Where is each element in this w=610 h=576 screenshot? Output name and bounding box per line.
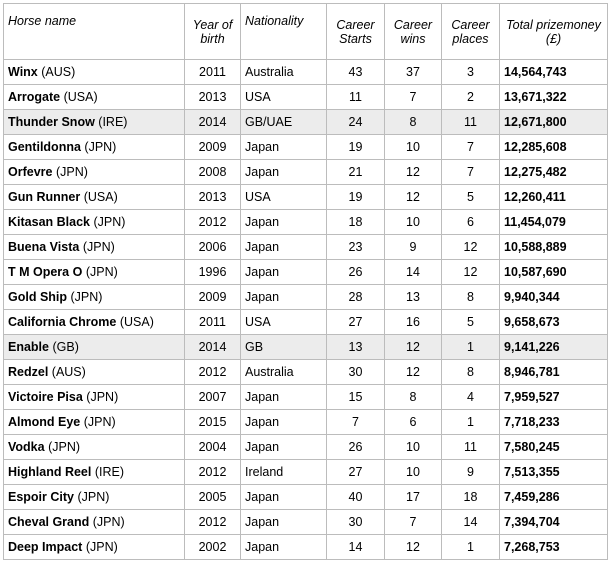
- year-of-birth-cell: 2012: [185, 460, 241, 485]
- table-header-row: [4, 4, 608, 60]
- horse-origin: (AUS): [41, 65, 76, 79]
- horse-name: Arrogate: [8, 90, 61, 104]
- nationality-cell: Japan: [241, 535, 327, 560]
- table-row: [4, 60, 608, 85]
- horse-name: Gentildonna: [8, 140, 81, 154]
- total-prizemoney-cell: 9,141,226: [500, 335, 608, 360]
- horse-name-cell: [4, 385, 185, 410]
- horse-name-cell: [4, 360, 185, 385]
- horse-origin: (JPN): [55, 165, 88, 179]
- nationality-cell: Japan: [241, 285, 327, 310]
- career-starts-cell: 7: [327, 410, 385, 435]
- horse-origin: (JPN): [77, 490, 110, 504]
- career-places-cell: 11: [442, 435, 500, 460]
- year-of-birth-cell: 2005: [185, 485, 241, 510]
- year-of-birth-cell: 2006: [185, 235, 241, 260]
- horse-origin: (JPN): [85, 540, 118, 554]
- nationality-cell: Japan: [241, 260, 327, 285]
- horse-origin: (JPN): [83, 415, 116, 429]
- nationality-cell: Japan: [241, 485, 327, 510]
- table-row: [4, 460, 608, 485]
- career-places-cell: 9: [442, 460, 500, 485]
- horse-name: Buena Vista: [8, 240, 80, 254]
- total-prizemoney-cell: 14,564,743: [500, 60, 608, 85]
- horse-origin: (JPN): [85, 265, 118, 279]
- career-wins-cell: 9: [385, 235, 442, 260]
- table-row: [4, 260, 608, 285]
- career-starts-cell: 26: [327, 435, 385, 460]
- career-starts-cell: 27: [327, 310, 385, 335]
- nationality-cell: GB: [241, 335, 327, 360]
- table-row: [4, 285, 608, 310]
- horse-name: Gold Ship: [8, 290, 68, 304]
- nationality-cell: USA: [241, 85, 327, 110]
- total-prizemoney-cell: 12,260,411: [500, 185, 608, 210]
- horse-origin: (JPN): [48, 440, 81, 454]
- career-starts-cell: 19: [327, 185, 385, 210]
- table-row: [4, 410, 608, 435]
- table-row: [4, 510, 608, 535]
- horse-name-cell: [4, 460, 185, 485]
- career-places-cell: 5: [442, 310, 500, 335]
- year-of-birth-cell: 2009: [185, 135, 241, 160]
- career-starts-cell: 40: [327, 485, 385, 510]
- year-of-birth-cell: 2014: [185, 110, 241, 135]
- total-prizemoney-cell: 7,959,527: [500, 385, 608, 410]
- horse-name-cell: [4, 510, 185, 535]
- career-wins-cell: 14: [385, 260, 442, 285]
- year-of-birth-cell: 2002: [185, 535, 241, 560]
- career-places-cell: 4: [442, 385, 500, 410]
- career-starts-cell: 21: [327, 160, 385, 185]
- year-of-birth-cell: 1996: [185, 260, 241, 285]
- career-wins-cell: 13: [385, 285, 442, 310]
- total-prizemoney-cell: 7,268,753: [500, 535, 608, 560]
- career-places-cell: 8: [442, 360, 500, 385]
- career-wins-cell: 12: [385, 535, 442, 560]
- horse-name-cell: [4, 485, 185, 510]
- table-row: [4, 385, 608, 410]
- horse-name-cell: [4, 85, 185, 110]
- horse-name-cell: [4, 410, 185, 435]
- nationality-cell: Ireland: [241, 460, 327, 485]
- career-starts-cell: 23: [327, 235, 385, 260]
- career-places-cell: 3: [442, 60, 500, 85]
- nationality-cell: Japan: [241, 135, 327, 160]
- total-prizemoney-cell: 7,718,233: [500, 410, 608, 435]
- year-of-birth-cell: 2011: [185, 60, 241, 85]
- table-row: [4, 310, 608, 335]
- horse-origin: (IRE): [94, 465, 124, 479]
- nationality-cell: Australia: [241, 60, 327, 85]
- header-career-wins: Career wins: [385, 4, 442, 60]
- horse-name: Almond Eye: [8, 415, 81, 429]
- horse-origin: (JPN): [84, 140, 117, 154]
- prizemoney-table: [3, 3, 608, 560]
- nationality-cell: Australia: [241, 360, 327, 385]
- table-body: [4, 60, 608, 560]
- horse-name: Thunder Snow: [8, 115, 95, 129]
- horse-name-cell: [4, 310, 185, 335]
- header-career-starts: Career Starts: [327, 4, 385, 60]
- career-places-cell: 7: [442, 135, 500, 160]
- career-wins-cell: 6: [385, 410, 442, 435]
- career-wins-cell: 17: [385, 485, 442, 510]
- year-of-birth-cell: 2012: [185, 510, 241, 535]
- horse-name: Vodka: [8, 440, 45, 454]
- horse-name-cell: [4, 135, 185, 160]
- career-places-cell: 1: [442, 410, 500, 435]
- horse-name-cell: [4, 435, 185, 460]
- table-row: [4, 85, 608, 110]
- horse-name: Redzel: [8, 365, 49, 379]
- table-row: [4, 485, 608, 510]
- horse-origin: (USA): [83, 190, 118, 204]
- career-starts-cell: 30: [327, 510, 385, 535]
- nationality-cell: Japan: [241, 210, 327, 235]
- career-wins-cell: 10: [385, 460, 442, 485]
- table-row: [4, 110, 608, 135]
- total-prizemoney-cell: 12,285,608: [500, 135, 608, 160]
- career-starts-cell: 11: [327, 85, 385, 110]
- total-prizemoney-cell: 7,513,355: [500, 460, 608, 485]
- career-places-cell: 12: [442, 235, 500, 260]
- horse-name: Gun Runner: [8, 190, 81, 204]
- career-places-cell: 11: [442, 110, 500, 135]
- total-prizemoney-cell: 11,454,079: [500, 210, 608, 235]
- header-total-prizemoney: Total prizemoney (£): [500, 4, 608, 60]
- nationality-cell: Japan: [241, 510, 327, 535]
- horse-origin: (AUS): [51, 365, 86, 379]
- career-wins-cell: 37: [385, 60, 442, 85]
- prizemoney-table-container: [3, 3, 608, 560]
- year-of-birth-cell: 2012: [185, 360, 241, 385]
- nationality-cell: USA: [241, 185, 327, 210]
- horse-name: Espoir City: [8, 490, 74, 504]
- career-places-cell: 7: [442, 160, 500, 185]
- horse-name-cell: [4, 235, 185, 260]
- career-places-cell: 18: [442, 485, 500, 510]
- horse-origin: (USA): [119, 315, 154, 329]
- career-wins-cell: 10: [385, 435, 442, 460]
- year-of-birth-cell: 2004: [185, 435, 241, 460]
- horse-name: Enable: [8, 340, 49, 354]
- nationality-cell: USA: [241, 310, 327, 335]
- total-prizemoney-cell: 7,580,245: [500, 435, 608, 460]
- horse-origin: (JPN): [86, 390, 119, 404]
- horse-name-cell: [4, 160, 185, 185]
- horse-name: T M Opera O: [8, 265, 83, 279]
- career-wins-cell: 10: [385, 210, 442, 235]
- nationality-cell: Japan: [241, 235, 327, 260]
- horse-name: Orfevre: [8, 165, 53, 179]
- nationality-cell: Japan: [241, 385, 327, 410]
- horse-origin: (GB): [52, 340, 79, 354]
- horse-name-cell: [4, 335, 185, 360]
- career-wins-cell: 8: [385, 385, 442, 410]
- career-wins-cell: 12: [385, 335, 442, 360]
- career-places-cell: 14: [442, 510, 500, 535]
- year-of-birth-cell: 2013: [185, 85, 241, 110]
- header-nationality: Nationality: [241, 4, 327, 60]
- horse-origin: (JPN): [92, 515, 125, 529]
- career-places-cell: 6: [442, 210, 500, 235]
- career-wins-cell: 10: [385, 135, 442, 160]
- horse-name: Kitasan Black: [8, 215, 90, 229]
- year-of-birth-cell: 2008: [185, 160, 241, 185]
- career-wins-cell: 7: [385, 510, 442, 535]
- year-of-birth-cell: 2007: [185, 385, 241, 410]
- total-prizemoney-cell: 10,588,889: [500, 235, 608, 260]
- table-row: [4, 185, 608, 210]
- total-prizemoney-cell: 8,946,781: [500, 360, 608, 385]
- table-row: [4, 335, 608, 360]
- horse-origin: (JPN): [82, 240, 115, 254]
- horse-name-cell: [4, 285, 185, 310]
- total-prizemoney-cell: 7,394,704: [500, 510, 608, 535]
- header-year-of-birth: Year of birth: [185, 4, 241, 60]
- career-wins-cell: 16: [385, 310, 442, 335]
- horse-name: Highland Reel: [8, 465, 92, 479]
- total-prizemoney-cell: 12,671,800: [500, 110, 608, 135]
- career-wins-cell: 12: [385, 360, 442, 385]
- career-wins-cell: 12: [385, 185, 442, 210]
- career-places-cell: 8: [442, 285, 500, 310]
- career-starts-cell: 24: [327, 110, 385, 135]
- horse-name: Winx: [8, 65, 38, 79]
- total-prizemoney-cell: 13,671,322: [500, 85, 608, 110]
- career-wins-cell: 12: [385, 160, 442, 185]
- career-starts-cell: 28: [327, 285, 385, 310]
- table-row: [4, 435, 608, 460]
- career-starts-cell: 43: [327, 60, 385, 85]
- total-prizemoney-cell: 9,940,344: [500, 285, 608, 310]
- table-row: [4, 135, 608, 160]
- table-row: [4, 360, 608, 385]
- table-row: [4, 235, 608, 260]
- nationality-cell: Japan: [241, 160, 327, 185]
- horse-name: Deep Impact: [8, 540, 83, 554]
- year-of-birth-cell: 2014: [185, 335, 241, 360]
- horse-name-cell: [4, 185, 185, 210]
- horse-name-cell: [4, 210, 185, 235]
- career-wins-cell: 8: [385, 110, 442, 135]
- total-prizemoney-cell: 7,459,286: [500, 485, 608, 510]
- career-starts-cell: 14: [327, 535, 385, 560]
- career-starts-cell: 18: [327, 210, 385, 235]
- horse-origin: (IRE): [98, 115, 128, 129]
- career-starts-cell: 19: [327, 135, 385, 160]
- year-of-birth-cell: 2013: [185, 185, 241, 210]
- nationality-cell: GB/UAE: [241, 110, 327, 135]
- nationality-cell: Japan: [241, 435, 327, 460]
- year-of-birth-cell: 2009: [185, 285, 241, 310]
- career-places-cell: 12: [442, 260, 500, 285]
- career-starts-cell: 13: [327, 335, 385, 360]
- career-places-cell: 1: [442, 535, 500, 560]
- career-starts-cell: 15: [327, 385, 385, 410]
- career-starts-cell: 26: [327, 260, 385, 285]
- year-of-birth-cell: 2012: [185, 210, 241, 235]
- table-row: [4, 535, 608, 560]
- total-prizemoney-cell: 12,275,482: [500, 160, 608, 185]
- header-horse-name: Horse name: [4, 4, 185, 60]
- horse-name: Victoire Pisa: [8, 390, 83, 404]
- career-places-cell: 1: [442, 335, 500, 360]
- horse-name-cell: [4, 110, 185, 135]
- horse-origin: (USA): [63, 90, 98, 104]
- horse-name-cell: [4, 260, 185, 285]
- horse-origin: (JPN): [93, 215, 126, 229]
- year-of-birth-cell: 2015: [185, 410, 241, 435]
- horse-name-cell: [4, 535, 185, 560]
- career-starts-cell: 27: [327, 460, 385, 485]
- year-of-birth-cell: 2011: [185, 310, 241, 335]
- horse-name-cell: [4, 60, 185, 85]
- horse-name: California Chrome: [8, 315, 117, 329]
- table-row: [4, 210, 608, 235]
- total-prizemoney-cell: 10,587,690: [500, 260, 608, 285]
- career-places-cell: 5: [442, 185, 500, 210]
- header-career-places: Career places: [442, 4, 500, 60]
- career-starts-cell: 30: [327, 360, 385, 385]
- total-prizemoney-cell: 9,658,673: [500, 310, 608, 335]
- table-row: [4, 160, 608, 185]
- career-places-cell: 2: [442, 85, 500, 110]
- nationality-cell: Japan: [241, 410, 327, 435]
- horse-name: Cheval Grand: [8, 515, 90, 529]
- career-wins-cell: 7: [385, 85, 442, 110]
- horse-origin: (JPN): [70, 290, 103, 304]
